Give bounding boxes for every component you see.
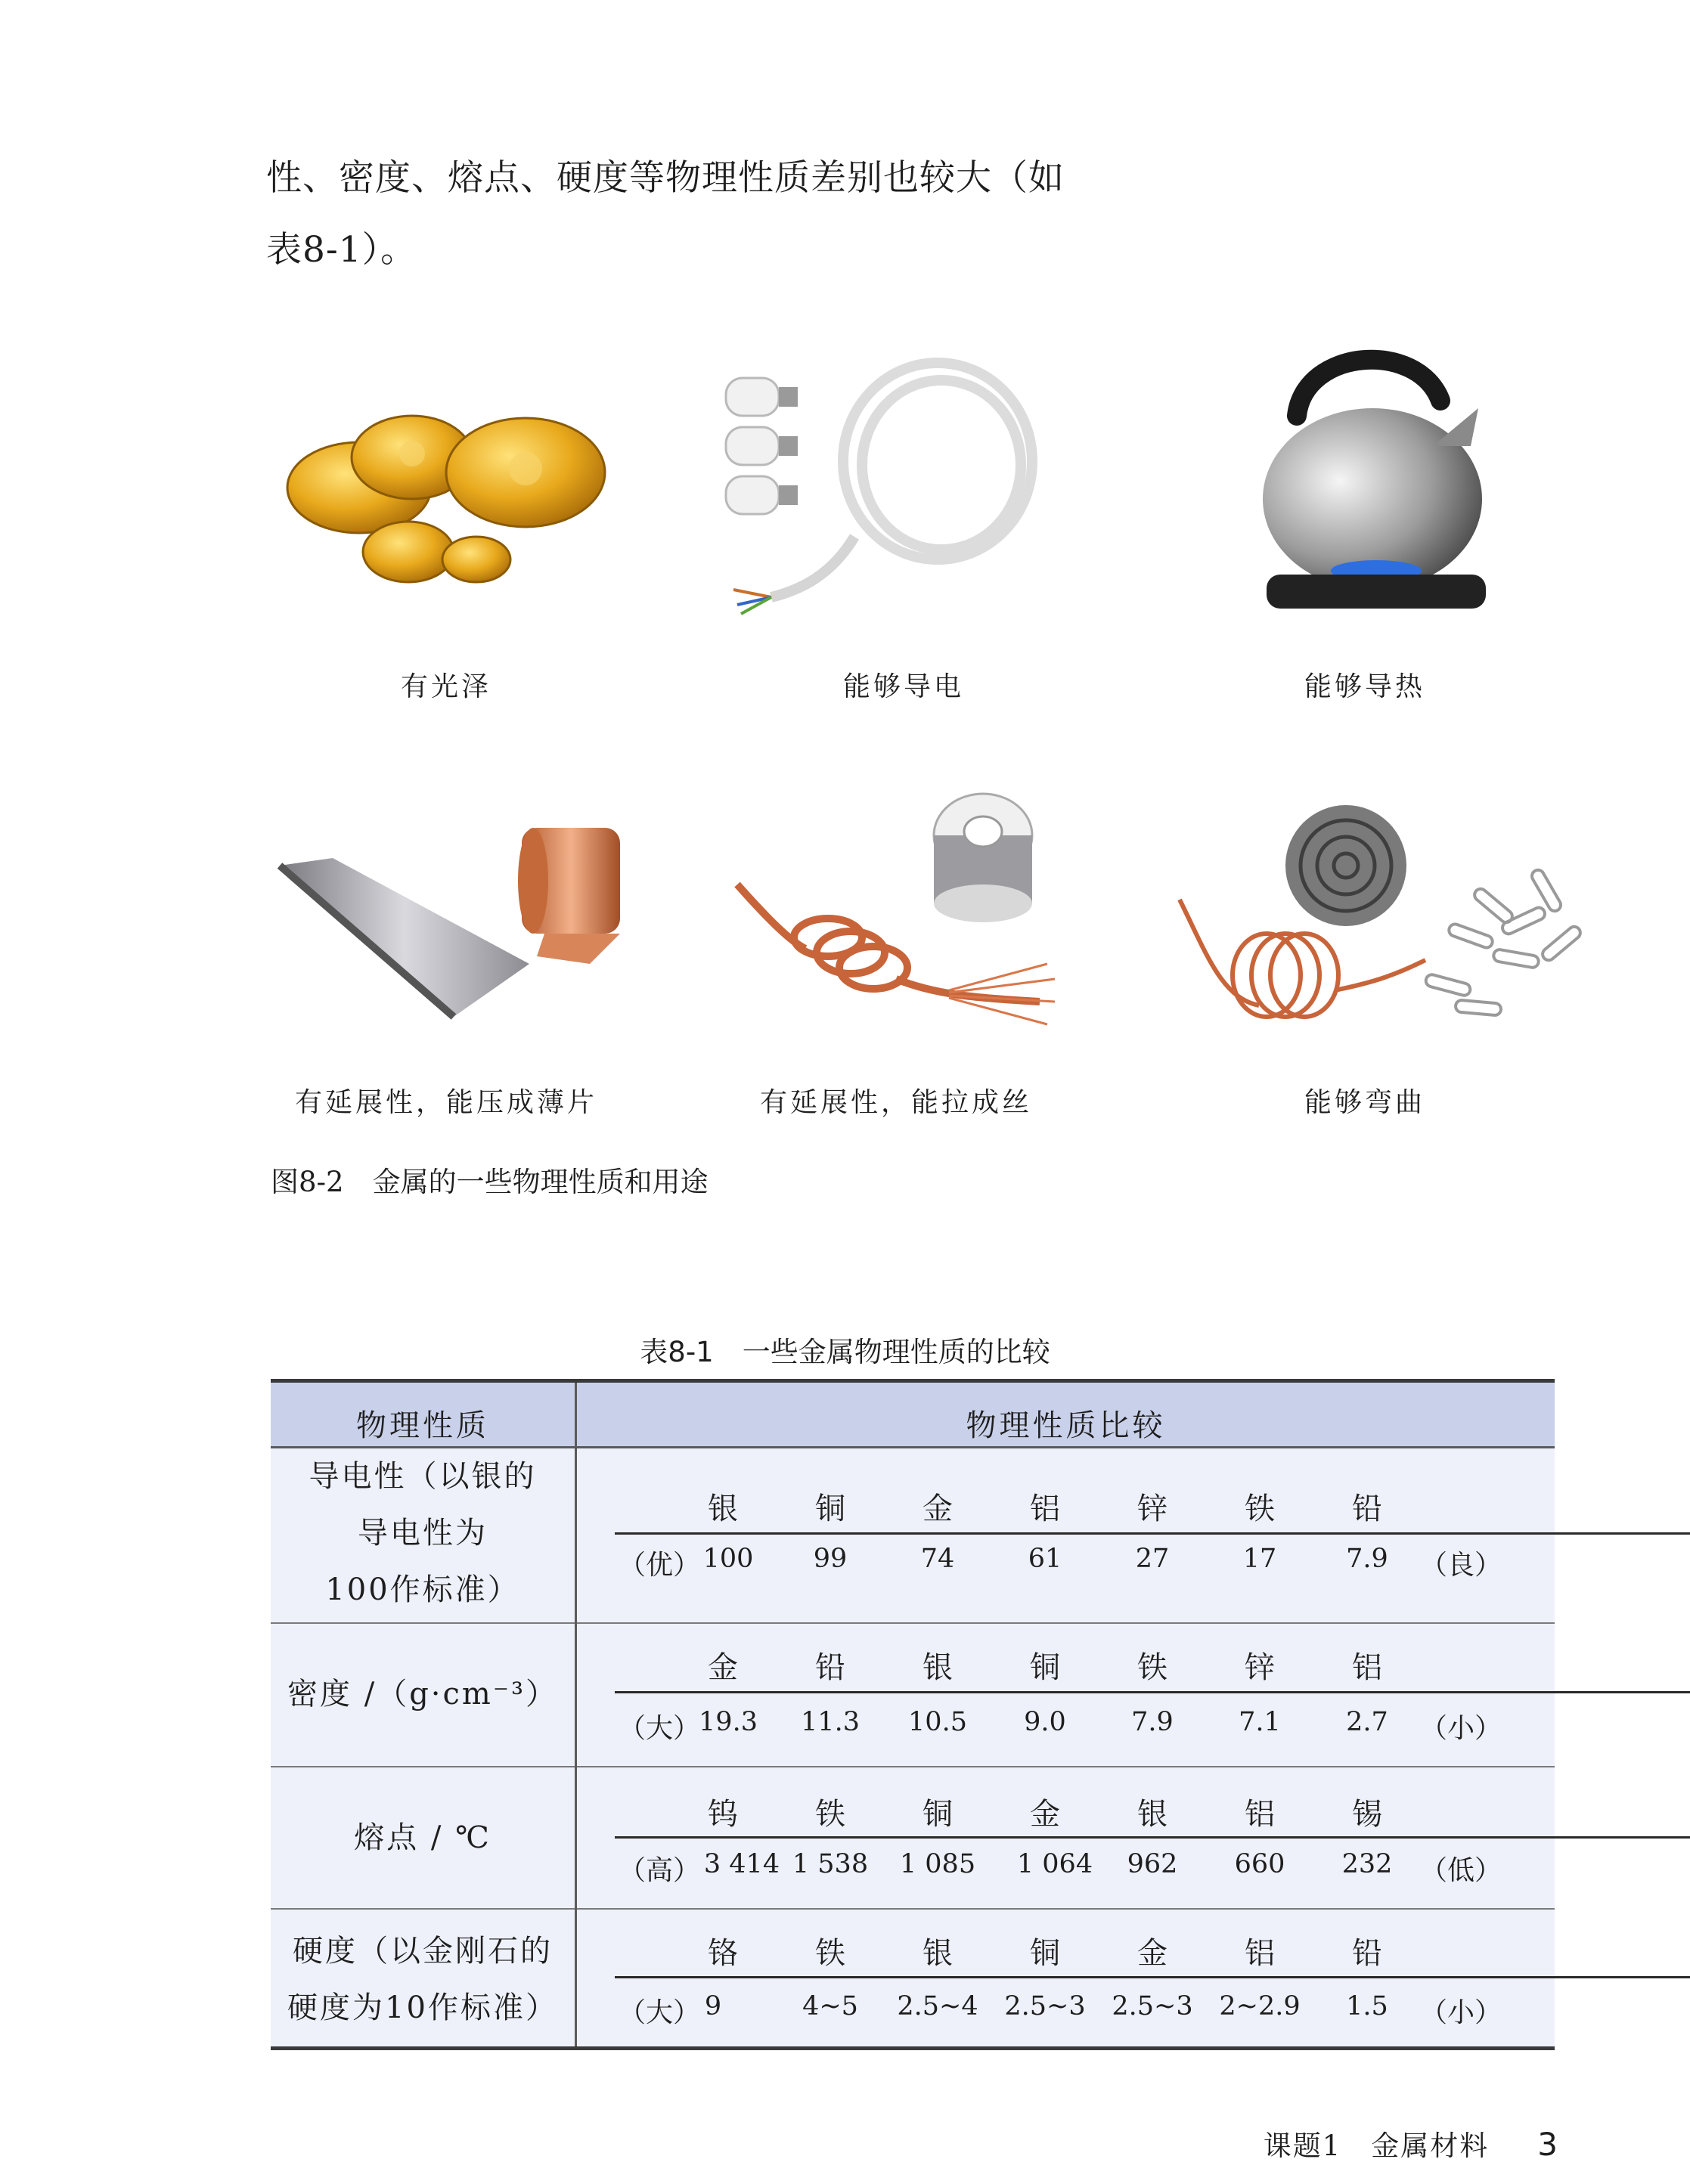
figure-label-heat: 能够导热 — [1304, 671, 1425, 702]
value-label: 99 — [813, 1544, 848, 1574]
figure-label-sheet: 有延展性，能压成薄片 — [294, 1087, 597, 1118]
value-label: 61 — [1028, 1544, 1062, 1574]
metal-label: 铅 — [1352, 1492, 1382, 1526]
metal-label: 铝 — [1245, 1797, 1275, 1832]
scale-arrow — [615, 1976, 1690, 1978]
row-label-line: 硬度为10作标准） — [287, 1990, 558, 2025]
value-label: 74 — [920, 1544, 955, 1574]
value-label: 9 — [704, 1991, 722, 2021]
metal-label: 铅 — [815, 1650, 845, 1685]
value-label: 660 — [1234, 1849, 1285, 1879]
value-label: 1 085 — [899, 1849, 976, 1879]
row-label-line: 导电性（以银的 — [309, 1459, 537, 1494]
metal-label: 金 — [1137, 1936, 1167, 1971]
metal-label: 铜 — [923, 1797, 953, 1832]
value-label: 1.5 — [1346, 1991, 1388, 2021]
metal-properties-table — [271, 1379, 1555, 2050]
copper-wire-spool-icon — [722, 790, 1062, 1039]
value-label: 2.5~3 — [1004, 1991, 1086, 2021]
paragraph-line-2: 表8-1）。 — [266, 229, 417, 271]
row-label-line: 硬度（以金刚石的 — [293, 1934, 553, 1969]
value-label: 7.1 — [1239, 1707, 1281, 1737]
metal-label: 银 — [923, 1650, 953, 1685]
table-bottom-rule — [271, 2046, 1555, 2050]
figure-caption-number: 图8-2 — [271, 1166, 344, 1198]
table-title-number: 表8-1 — [640, 1336, 714, 1368]
row-rule-2 — [271, 1766, 1555, 1767]
table-title — [0, 1329, 1690, 1370]
scale-end-label: （小） — [1420, 1713, 1502, 1744]
scale-start-label: （大） — [619, 1997, 701, 2028]
coil-scrubber-clips-icon — [1176, 801, 1599, 1043]
metal-label: 银 — [1137, 1797, 1167, 1832]
metal-label: 铁 — [1137, 1650, 1167, 1685]
value-label: 19.3 — [699, 1707, 758, 1737]
metal-label: 锌 — [1137, 1492, 1167, 1526]
metal-label: 铅 — [1352, 1936, 1382, 1971]
row-label-conductivity — [271, 1448, 575, 1619]
value-label: 2.5~3 — [1112, 1991, 1193, 2021]
metal-label: 银 — [708, 1492, 738, 1526]
metal-label: 铝 — [1030, 1492, 1060, 1526]
scale-start-label: （高） — [619, 1855, 701, 1886]
header-comparison: 物理性质比较 — [966, 1408, 1166, 1443]
row-rule-3 — [271, 1908, 1555, 1910]
metal-label: 金 — [1030, 1797, 1060, 1832]
scale-end-label: （小） — [1420, 1997, 1502, 2028]
metal-label: 铁 — [815, 1797, 845, 1832]
table-top-rule — [271, 1379, 1555, 1383]
metal-label: 铜 — [1030, 1936, 1060, 1971]
metal-label: 铜 — [815, 1492, 845, 1526]
value-label: 10.5 — [908, 1707, 967, 1737]
header-property: 物理性质 — [356, 1408, 489, 1443]
figure-label-luster: 有光泽 — [400, 671, 491, 702]
metal-label: 铁 — [815, 1936, 845, 1971]
metal-label: 铜 — [1030, 1650, 1060, 1685]
metal-label: 银 — [923, 1936, 953, 1971]
gold-coins-icon — [284, 404, 609, 601]
figure-label-bend: 能够弯曲 — [1304, 1087, 1425, 1118]
value-label: 7.9 — [1346, 1544, 1388, 1574]
row-label-line: 导电性为 — [358, 1516, 488, 1550]
value-label: 2.7 — [1346, 1707, 1388, 1737]
value-label: 7.9 — [1131, 1707, 1174, 1737]
scale-start-label: （大） — [619, 1713, 701, 1744]
metal-label: 锌 — [1245, 1650, 1275, 1685]
metal-label: 铝 — [1352, 1650, 1382, 1685]
metal-label: 铬 — [708, 1936, 738, 1971]
metal-label: 铁 — [1245, 1492, 1275, 1526]
metal-label: 金 — [708, 1650, 738, 1685]
foil-rolls-icon — [272, 813, 650, 1024]
scale-start-label: （优） — [619, 1550, 701, 1581]
table-title-text: 一些金属物理性质的比较 — [742, 1336, 1050, 1368]
metal-label: 锡 — [1352, 1797, 1382, 1832]
figure-caption — [271, 1159, 709, 1200]
row-label-line: 100作标准） — [325, 1572, 520, 1607]
metal-label: 金 — [923, 1492, 953, 1526]
scale-arrow — [615, 1836, 1690, 1839]
page-footer — [1264, 2123, 1558, 2164]
scale-arrow — [615, 1532, 1690, 1535]
row-rule-1 — [271, 1622, 1555, 1624]
value-label: 962 — [1127, 1849, 1178, 1879]
paragraph-line-1: 性、密度、熔点、硬度等物理性质差别也较大（如 — [266, 157, 1065, 199]
page-number: 3 — [1537, 2126, 1558, 2163]
figure-label-wire: 有延展性，能拉成丝 — [759, 1087, 1032, 1118]
row-label-density: 密度 /（g·cm⁻³） — [287, 1677, 558, 1712]
value-label: 3 414 — [703, 1849, 780, 1879]
value-label: 2~2.9 — [1219, 1991, 1301, 2021]
value-label: 17 — [1242, 1544, 1277, 1574]
value-label: 27 — [1135, 1544, 1170, 1574]
bulbs-and-wire-icon — [718, 348, 1051, 620]
metal-label: 铝 — [1245, 1936, 1275, 1971]
value-label: 4~5 — [802, 1991, 858, 2021]
value-label: 1 538 — [792, 1849, 869, 1879]
value-label: 9.0 — [1024, 1707, 1066, 1737]
column-rule — [575, 1383, 577, 2046]
value-label: 1 064 — [1016, 1849, 1093, 1879]
row-label-hardness — [271, 1923, 575, 2037]
value-label: 232 — [1341, 1849, 1393, 1879]
scale-end-label: （低） — [1420, 1855, 1502, 1886]
scale-end-label: （良） — [1420, 1550, 1502, 1581]
kettle-on-stove-icon — [1251, 333, 1501, 627]
value-label: 100 — [702, 1544, 754, 1574]
figure-caption-text: 金属的一些物理性质和用途 — [372, 1166, 709, 1198]
chapter-title: 课题1 金属材料 — [1263, 2130, 1490, 2162]
scale-arrow — [615, 1691, 1690, 1693]
value-label: 2.5~4 — [897, 1991, 978, 2021]
figure-label-conductive: 能够导电 — [842, 671, 964, 702]
row-label-melting-point: 熔点 / ℃ — [354, 1820, 491, 1855]
value-label: 11.3 — [801, 1707, 860, 1737]
metal-label: 钨 — [708, 1797, 738, 1832]
